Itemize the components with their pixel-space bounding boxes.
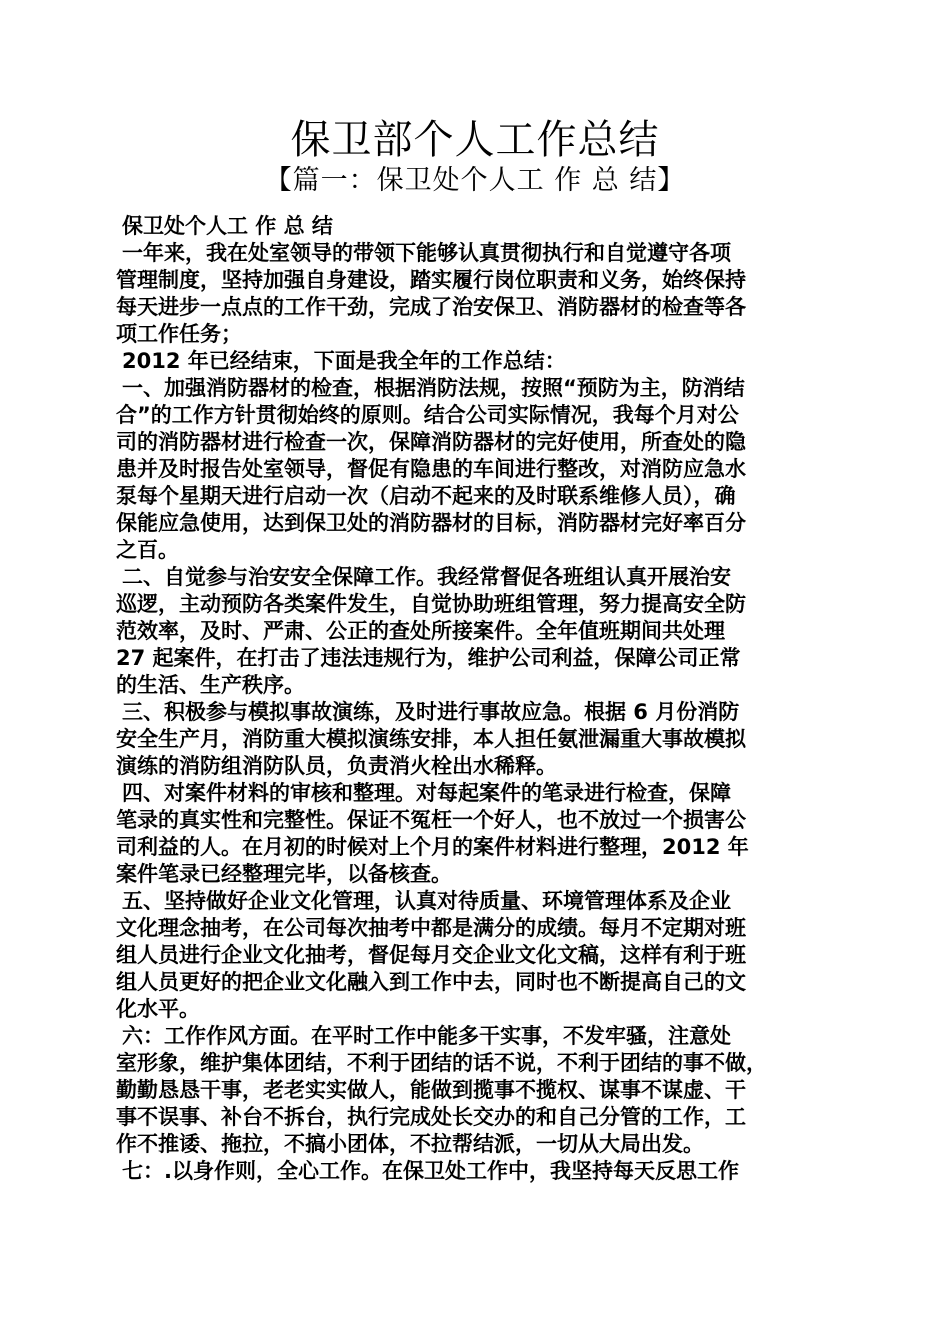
paragraph-line: 司的消防器材进行检查一次，保障消防器材的完好使用，所查处的隐	[116, 430, 746, 454]
paragraph-line: 勤勤恳恳干事，老老实实做人，能做到揽事不揽权、谋事不谋虚、干	[116, 1078, 746, 1102]
paragraph-line: 七：.以身作则，全心工作。在保卫处工作中，我坚持每天反思工作	[122, 1159, 739, 1183]
paragraph-line: 患并及时报告处室领导，督促有隐患的车间进行整改，对消防应急水	[116, 457, 746, 481]
paragraph-line: 组人员更好的把企业文化融入到工作中去，同时也不断提高自己的文	[116, 970, 746, 994]
paragraph-line: 演练的消防组消防队员，负责消火栓出水稀释。	[116, 754, 557, 778]
paragraph-line: 的生活、生产秩序。	[116, 673, 305, 697]
paragraph-line: 巡逻，主动预防各类案件发生，自觉协助班组管理，努力提高安全防	[116, 592, 746, 616]
paragraph-line: 三、积极参与模拟事故演练，及时进行事故应急。根据 6 月份消防	[122, 700, 740, 724]
paragraph-line: 司利益的人。在月初的时候对上个月的案件材料进行整理，2012 年	[116, 835, 749, 859]
paragraph-line: 每天进步一点点的工作干劲，完成了治安保卫、消防器材的检查等各	[116, 295, 746, 319]
paragraph-line: 组人员进行企业文化抽考，督促每月交企业文化文稿，这样有利于班	[116, 943, 746, 967]
paragraph-line: 四、对案件材料的审核和整理。对每起案件的笔录进行检查，保障	[122, 781, 731, 805]
document-body	[116, 213, 840, 1185]
paragraph-line: 化水平。	[116, 997, 200, 1021]
section-heading: 保卫处个人工 作 总 结	[122, 214, 333, 238]
paragraph-line: 笔录的真实性和完整性。保证不冤枉一个好人，也不放过一个损害公	[116, 808, 746, 832]
paragraph-line: 泵每个星期天进行启动一次（启动不起来的及时联系维修人员），确	[116, 484, 736, 508]
paragraph-line: 保能应急使用，达到保卫处的消防器材的目标，消防器材完好率百分	[116, 511, 746, 535]
paragraph-line: 项工作任务；	[116, 322, 242, 346]
document-subtitle: 【篇一：保卫处个人工 作 总 结】	[264, 165, 686, 196]
paragraph-line: 文化理念抽考，在公司每次抽考中都是满分的成绩。每月不定期对班	[116, 916, 746, 940]
paragraph-line: 二、自觉参与治安安全保障工作。我经常督促各班组认真开展治安	[122, 565, 731, 589]
paragraph-line: 一年来，我在处室领导的带领下能够认真贯彻执行和自觉遵守各项	[122, 241, 731, 265]
paragraph-line: 事不误事、补台不拆台，执行完成处长交办的和自己分管的工作，工	[116, 1105, 746, 1129]
paragraph-line: 27 起案件，在打击了违法违规行为，维护公司利益，保障公司正常	[116, 646, 741, 670]
paragraph-line: 范效率，及时、严肃、公正的查处所接案件。全年值班期间共处理	[116, 619, 725, 643]
paragraph-line: 五、坚持做好企业文化管理，认真对待质量、环境管理体系及企业	[122, 889, 731, 913]
paragraph-line: 2012 年已经结束，下面是我全年的工作总结：	[122, 349, 566, 373]
document-title: 保卫部个人工作总结	[290, 117, 660, 163]
paragraph-line: 一、加强消防器材的检查，根据消防法规，按照“预防为主，防消结	[122, 376, 745, 400]
paragraph-line: 六：工作作风方面。在平时工作中能多干实事，不发牢骚，注意处	[122, 1024, 731, 1048]
paragraph-line: 案件笔录已经整理完毕，以备核查。	[116, 862, 452, 886]
paragraph-line: 合”的工作方针贯彻始终的原则。结合公司实际情况，我每个月对公	[116, 403, 739, 427]
paragraph-line: 管理制度，坚持加强自身建设，踏实履行岗位职责和义务，始终保持	[116, 268, 746, 292]
paragraph-line: 之百。	[116, 538, 179, 562]
paragraph-line: 作不推诿、拖拉，不搞小团体，不拉帮结派，一切从大局出发。	[116, 1132, 704, 1156]
paragraph-line: 室形象，维护集体团结，不利于团结的话不说，不利于团结的事不做，	[116, 1051, 767, 1075]
paragraph-line: 安全生产月，消防重大模拟演练安排，本人担任氨泄漏重大事故模拟	[116, 727, 746, 751]
